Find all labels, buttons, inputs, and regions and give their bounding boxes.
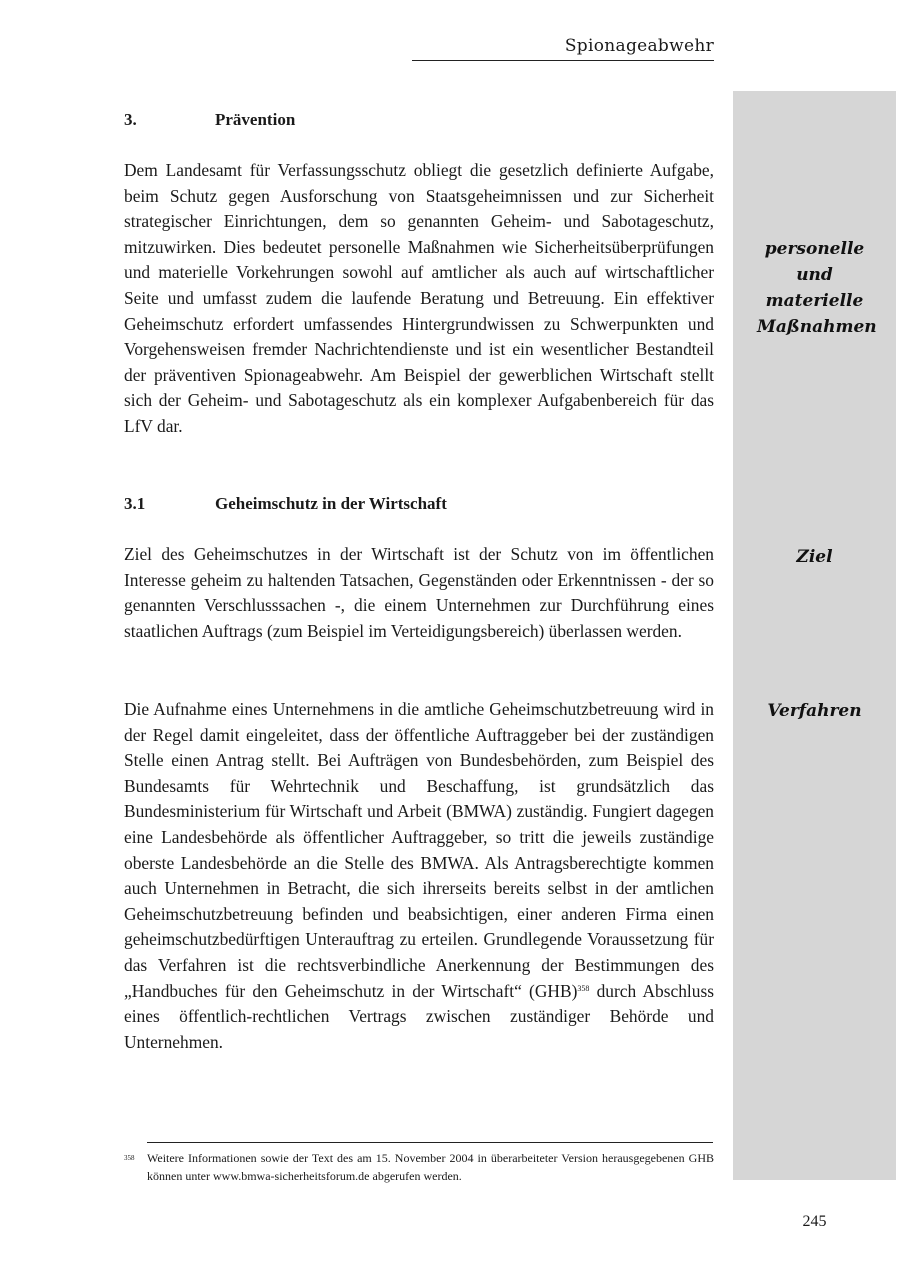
section-title: Geheimschutz in der Wirtschaft	[215, 494, 447, 513]
running-header: Spionageabwehr	[412, 36, 714, 61]
margin-note-goal: Ziel	[796, 547, 833, 567]
paragraph-text: Die Aufnahme eines Unternehmens in die amtliche Geheimschutzbetreuung wird in der Regel damit eingeleitet, dass der öffentliche Auftraggeber bei der zuständigen Stelle einen Antrag stellt. Bei Aufträgen von Bundesbehörden, zum Beispiel des Bundesamts für Wehrtechnik und Beschaffung, ist grundsätzlich das Bundesministerium für Wirtschaft und Arbeit (BMWA) zuständig. Fungiert dagegen eine Landesbehörde als öffentlicher Auftraggeber, so tritt die jeweils zuständige oberste Landesbehörde an die Stelle des BMWA. Als Antragsberechtigte kommen auch Unternehmen in Betracht, die sich ihrerseits bereits selbst in der amtlichen Geheimschutzbetreuung befinden und beabsichtigen, einer anderen Firma einen geheimschutzbedürftigen Unterauftrag zu erteilen. Grundlegende Voraussetzung für das Verfahren ist die rechtsverbindliche Anerkennung der Bestimmungen des „Handbuches für den Geheimschutz in der Wirtschaft“ (GHB)	[124, 699, 714, 1001]
margin-note-procedure: Verfahren	[767, 701, 862, 721]
page-number: 245	[802, 1213, 827, 1230]
footnote-text: Weitere Informationen sowie der Text des am 15. November 2004 in überarbeiteter Version herausgegebenen GHB können unter www.bmwa-sicherheitsforum.de abgerufen werden.	[147, 1151, 714, 1183]
footnote-divider	[147, 1142, 713, 1143]
section-heading-3	[124, 110, 295, 130]
paragraph-ziel: Ziel des Geheimschutzes in der Wirtschaft ist der Schutz von im öffentlichen Interesse geheim zu haltenden Tatsachen, Gegenständen oder Erkenntnissen - der so genannten Verschlusssachen -, die einem Unternehmen zur Durchführung eines staatlichen Auftrags (zum Beispiel im Verteidigungsbereich) überlassen werden.	[124, 544, 714, 641]
section-heading-3-1	[124, 494, 447, 514]
footnote	[124, 1149, 714, 1185]
paragraph-verfahren	[124, 697, 714, 1055]
paragraph-text-continued: durch Abschluss eines öffentlich-rechtlichen Vertrags zwischen zuständiger Behörde und Unternehmen.	[124, 980, 714, 1052]
paragraph-praevention: Dem Landesamt für Verfassungsschutz obliegt die gesetzlich definierte Aufgabe, beim Schutz gegen Ausforschung von Staatsgeheimnissen und zur Sicherheit strategischer Einrichtungen, dem so genannten Geheim- und Sabotageschutz, mitzuwirken. Dies bedeutet personelle Maßnahmen wie Sicherheitsüberprüfungen und materielle Vorkehrungen sowohl auf amtlicher als auch auf wirtschaftlicher Seite und umfasst zudem die laufende Beratung und Betreuung. Ein effektiver Geheimschutz erfordert umfassendes Hintergrundwissen zu Schwerpunkten und Vorgehensweisen fremder Nachrichtendienste und ist ein wesentlicher Bestandteil der präventiven Spionageabwehr. Am Beispiel der gewerblichen Wirtschaft stellt sich der Geheim- und Sabotageschutz als ein komplexer Aufgabenbereich für das LfV dar.	[124, 160, 714, 436]
footnote-number: 358	[124, 1154, 135, 1162]
margin-note-measures: personelle und materielle Maßnahmen	[757, 239, 877, 337]
section-number: 3.	[124, 110, 137, 129]
footnote-reference[interactable]: 358	[577, 983, 590, 993]
section-title: Prävention	[215, 110, 296, 129]
section-number: 3.1	[124, 494, 146, 513]
